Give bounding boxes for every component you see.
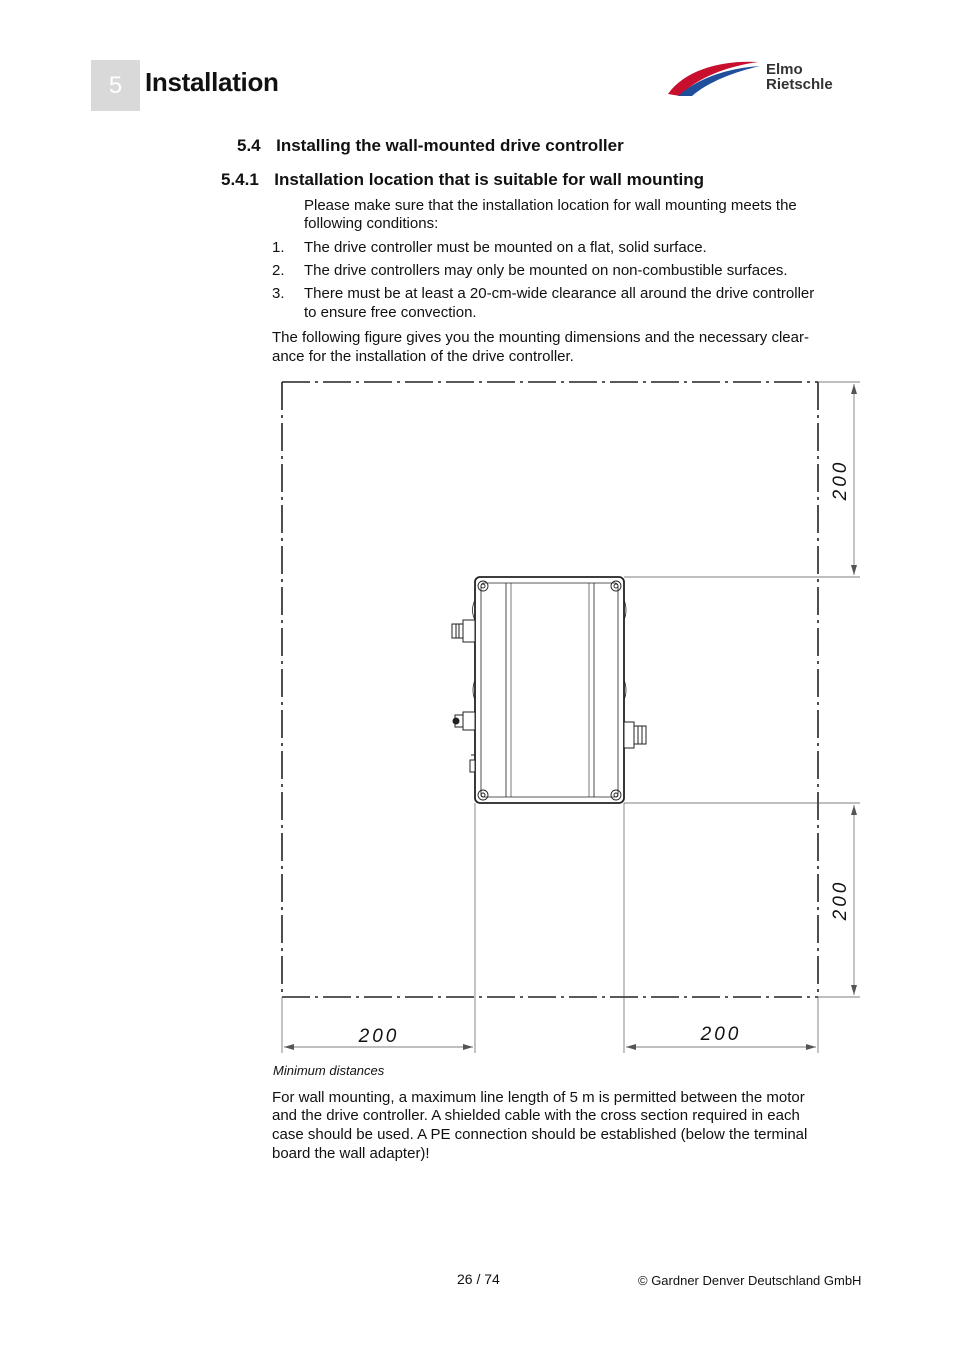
figure-caption: Minimum distances [273,1063,385,1078]
cable-gland-left-upper [452,620,475,642]
intro-line-2: following conditions: [304,215,439,232]
closing-line-3: case should be used. A PE connection should be established (below the terminal [272,1126,808,1143]
chapter-title: Installation [145,67,279,97]
section-title: Installing the wall-mounted drive controller [276,136,624,155]
housing-side-bumps [473,600,627,700]
logo-text-line2: Rietschle [766,76,833,93]
footer-copyright: © Gardner Denver Deutschland GmbH [638,1273,862,1288]
subsection-heading [221,169,704,191]
list-item-number: 1. [272,239,285,256]
list-item-number: 3. [272,285,285,302]
cable-gland-left-lower [453,712,475,772]
section-heading [237,135,624,157]
closing-line-2: and the drive controller. A shielded cable with the cross section required in each [272,1107,800,1124]
chapter-number-box: 5 [91,60,140,111]
logo-text-line1: Elmo [766,61,803,78]
list-item-text: There must be at least a 20-cm-wide clearance all around the drive controller [304,285,815,302]
figure-intro-line-1: The following figure gives you the mounting dimensions and the necessary clear- [272,329,809,346]
dimension-lines [284,384,854,1047]
mounting-dimensions-drawing [270,375,870,1065]
intro-line-1: Please make sure that the installation location for wall mounting meets the [304,197,797,214]
company-logo [666,60,856,100]
figure-intro-line-2: ance for the installation of the drive controller. [272,348,574,365]
dimension-label-top: 200 [830,459,851,501]
list-item-text: The drive controller must be mounted on a flat, solid surface. [304,239,707,256]
section-number: 5.4 [237,136,261,155]
dimension-label-left: 200 [358,1026,400,1047]
dimension-label-bottom: 200 [830,879,851,921]
clearance-boundary [282,382,818,997]
dimension-arrows [284,384,857,1050]
list-item-number: 2. [272,262,285,279]
page-number: 26 / 74 [457,1271,500,1287]
extension-lines [282,382,860,1053]
dimension-label-right: 200 [700,1024,742,1045]
closing-line-1: For wall mounting, a maximum line length of 5 m is permitted between the motor [272,1089,805,1106]
closing-line-4: board the wall adapter)! [272,1145,430,1162]
drive-controller-housing [475,577,624,803]
list-item-text-continued: to ensure free convection. [304,304,477,321]
cable-gland-right [624,722,646,748]
list-item-text: The drive controllers may only be mounted on non-combustible surfaces. [304,262,788,279]
subsection-number: 5.4.1 [221,170,259,189]
subsection-title: Installation location that is suitable for wall mounting [274,170,705,189]
